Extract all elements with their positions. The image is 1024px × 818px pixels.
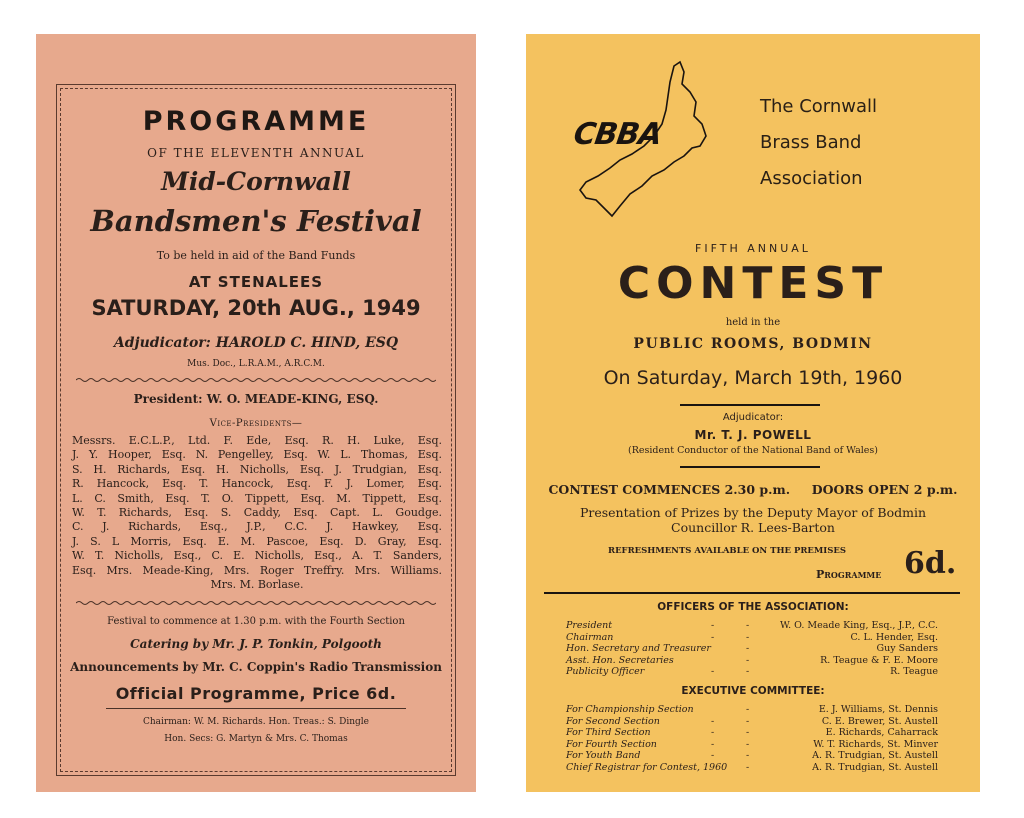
programme-label: Programme — [816, 568, 882, 581]
association-line: The Cornwall — [760, 96, 878, 117]
vice-presidents-line: W. T. Nicholls, Esq., C. E. Nicholls, Esq., A. T. Sanders, — [72, 549, 442, 563]
table-row: For Youth Band - - A. R. Trudgian, St. Austell — [566, 750, 938, 761]
executive-name: C. E. Brewer, St. Austell — [821, 715, 938, 727]
programme-script-line2: Bandsmen's Festival — [90, 204, 422, 238]
presentation — [526, 505, 980, 535]
executive-table — [566, 704, 938, 773]
programme-location: AT STENALEES — [188, 273, 324, 291]
vice-presidents-line: W. T. Richards, Esq. S. Caddy, Esq. Capt. L. Goudge. — [72, 506, 442, 520]
officer-role: Chairman — [566, 631, 614, 643]
executive-name: E. J. Williams, St. Dennis — [818, 704, 938, 715]
wavy-divider — [76, 600, 436, 606]
table-row: For Second Section - - C. E. Brewer, St. Austell — [566, 715, 938, 727]
executive-name: W. T. Richards, St. Minver — [813, 738, 938, 750]
vice-presidents-line: J. Y. Hooper, Esq. N. Pengelley, Esq. W. L. Thomas, Esq. — [72, 448, 442, 462]
officer-name: R. Teague — [890, 666, 938, 677]
adjudicator-role: (Resident Conductor of the National Band of Wales) — [628, 445, 878, 456]
announcements: Announcements by Mr. C. Coppin's Radio Transmission — [70, 660, 442, 674]
vice-presidents-line: J. S. L Morris, Esq. E. M. Pascoe, Esq. D. Gray, Esq. — [72, 534, 442, 548]
cbba-logo: CBBA — [571, 117, 664, 152]
executive-role: For Fourth Section — [566, 738, 657, 750]
programme-adjudicator: Adjudicator: HAROLD C. HIND, ESQ — [113, 335, 399, 351]
vice-presidents-line: Mrs. M. Borlase. — [210, 578, 304, 592]
contest-date: On Saturday, March 19th, 1960 — [603, 367, 903, 389]
officers-line: Hon. Secs: G. Martyn & Mrs. C. Thomas — [164, 734, 348, 744]
table-row: For Championship Section - E. J. Williams, St. Dennis — [566, 704, 938, 715]
officer-name: Guy Sanders — [876, 643, 938, 654]
vice-presidents-list — [72, 434, 442, 592]
programme-aid: To be held in aid of the Band Funds — [156, 249, 356, 262]
executive-name: A. R. Trudgian, St. Austell — [812, 761, 938, 773]
executive-role: For Third Section — [566, 727, 651, 738]
association-line: Brass Band — [760, 132, 862, 153]
executive-role: For Championship Section — [566, 704, 694, 715]
adjudicator-name: Mr. T. J. POWELL — [694, 428, 812, 442]
presentation-line: Presentation of Prizes by the Deputy Mayor of Bodmin — [579, 505, 927, 520]
contest-times: CONTEST COMMENCES 2.30 p.m. DOORS OPEN 2 p.m. — [548, 482, 958, 497]
festival-programme-1949 — [36, 34, 476, 792]
executive-role: For Second Section — [566, 715, 660, 727]
table-row: Chairman - - C. L. Hender, Esq. — [566, 631, 938, 643]
executive-role: Chief Registrar for Contest, 1960 — [566, 761, 728, 773]
programme-date: SATURDAY, 20th AUG., 1949 — [91, 296, 421, 320]
programme-title: PROGRAMME — [142, 106, 370, 137]
officer-name: R. Teague & F. E. Moore — [820, 654, 938, 666]
executive-name: A. R. Trudgian, St. Austell — [812, 750, 938, 761]
table-row: For Third Section - - E. Richards, Caharrack — [566, 727, 938, 738]
officer-name: W. O. Meade King, Esq., J.P., C.C. — [780, 620, 938, 631]
table-row: Publicity Officer - - R. Teague — [566, 666, 938, 677]
officers-table — [566, 620, 938, 678]
table-row: President - - W. O. Meade King, Esq., J.P., C.C. — [566, 620, 938, 631]
vice-presidents-line: Esq. Mrs. Meade-King, Mrs. Roger Treffry. Mrs. Williams. — [72, 563, 442, 577]
executive-role: For Youth Band — [566, 750, 641, 761]
vice-presidents-line: S. H. Richards, Esq. H. Nicholls, Esq. J. Trudgian, Esq. — [72, 462, 442, 476]
officers-line: Chairman: W. M. Richards. Hon. Treas.: S. Dingle — [143, 717, 369, 727]
vice-presidents-heading: Vice-Presidents— — [209, 418, 303, 429]
catering: Catering by Mr. J. P. Tonkin, Polgooth — [130, 637, 382, 651]
wavy-divider — [76, 377, 436, 383]
officer-role: Publicity Officer — [566, 666, 645, 677]
programme-script-line1: Mid-Cornwall — [161, 167, 351, 196]
divider — [106, 708, 406, 709]
divider — [680, 466, 820, 468]
association-line: Association — [760, 168, 863, 189]
programme-president: President: W. O. MEADE-KING, ESQ. — [133, 392, 379, 406]
presentation-line: Councillor R. Lees-Barton — [671, 520, 835, 535]
table-row: For Fourth Section - - W. T. Richards, St. Minver — [566, 738, 938, 750]
programme-qualifications: Mus. Doc., L.R.A.M., A.R.C.M. — [187, 359, 325, 369]
vice-presidents-line: Messrs. E.C.L.P., Ltd. F. Ede, Esq. R. H. Luke, Esq. — [72, 434, 442, 447]
festival-start: Festival to commence at 1.30 p.m. with the Fourth Section — [107, 616, 405, 627]
table-row: Chief Registrar for Contest, 1960 - A. R. Trudgian, St. Austell — [566, 761, 938, 773]
programme-price: 6d. — [904, 546, 957, 581]
officer-role: President — [566, 620, 613, 631]
divider — [544, 592, 960, 594]
officer-role: Asst. Hon. Secretaries — [566, 654, 674, 666]
vice-presidents-line: C. J. Richards, Esq., J.P., C.C. J. Hawkey, Esq. — [72, 520, 442, 534]
divider — [680, 404, 820, 406]
officer-name: C. L. Hender, Esq. — [850, 631, 938, 643]
programme-subtitle: OF THE ELEVENTH ANNUAL — [147, 146, 365, 160]
executive-heading: EXECUTIVE COMMITTEE: — [681, 685, 825, 697]
refreshments: REFRESHMENTS AVAILABLE ON THE PREMISES — [608, 546, 847, 556]
officer-role: Hon. Secretary and Treasurer — [566, 643, 711, 654]
official-price: Official Programme, Price 6d. — [115, 684, 397, 703]
contest-title: CONTEST — [617, 258, 889, 309]
vice-presidents-line: L. C. Smith, Esq. T. O. Tippett, Esq. M. Tippett, Esq. — [72, 491, 442, 505]
vice-presidents-line: R. Hancock, Esq. T. Hancock, Esq. F. J. Lomer, Esq. — [72, 477, 442, 491]
held-in: held in the — [725, 317, 781, 328]
contest-venue: PUBLIC ROOMS, BODMIN — [633, 336, 873, 352]
officers-heading: OFFICERS OF THE ASSOCIATION: — [657, 601, 849, 613]
contest-edition: FIFTH ANNUAL — [695, 242, 811, 255]
table-row: Hon. Secretary and Treasurer - Guy Sanders — [566, 643, 938, 654]
executive-name: E. Richards, Caharrack — [825, 727, 938, 738]
contest-flyer-1960 — [526, 34, 980, 792]
adjudicator-label: Adjudicator: — [722, 412, 784, 423]
table-row: Asst. Hon. Secretaries - R. Teague & F. E. Moore — [566, 654, 938, 666]
